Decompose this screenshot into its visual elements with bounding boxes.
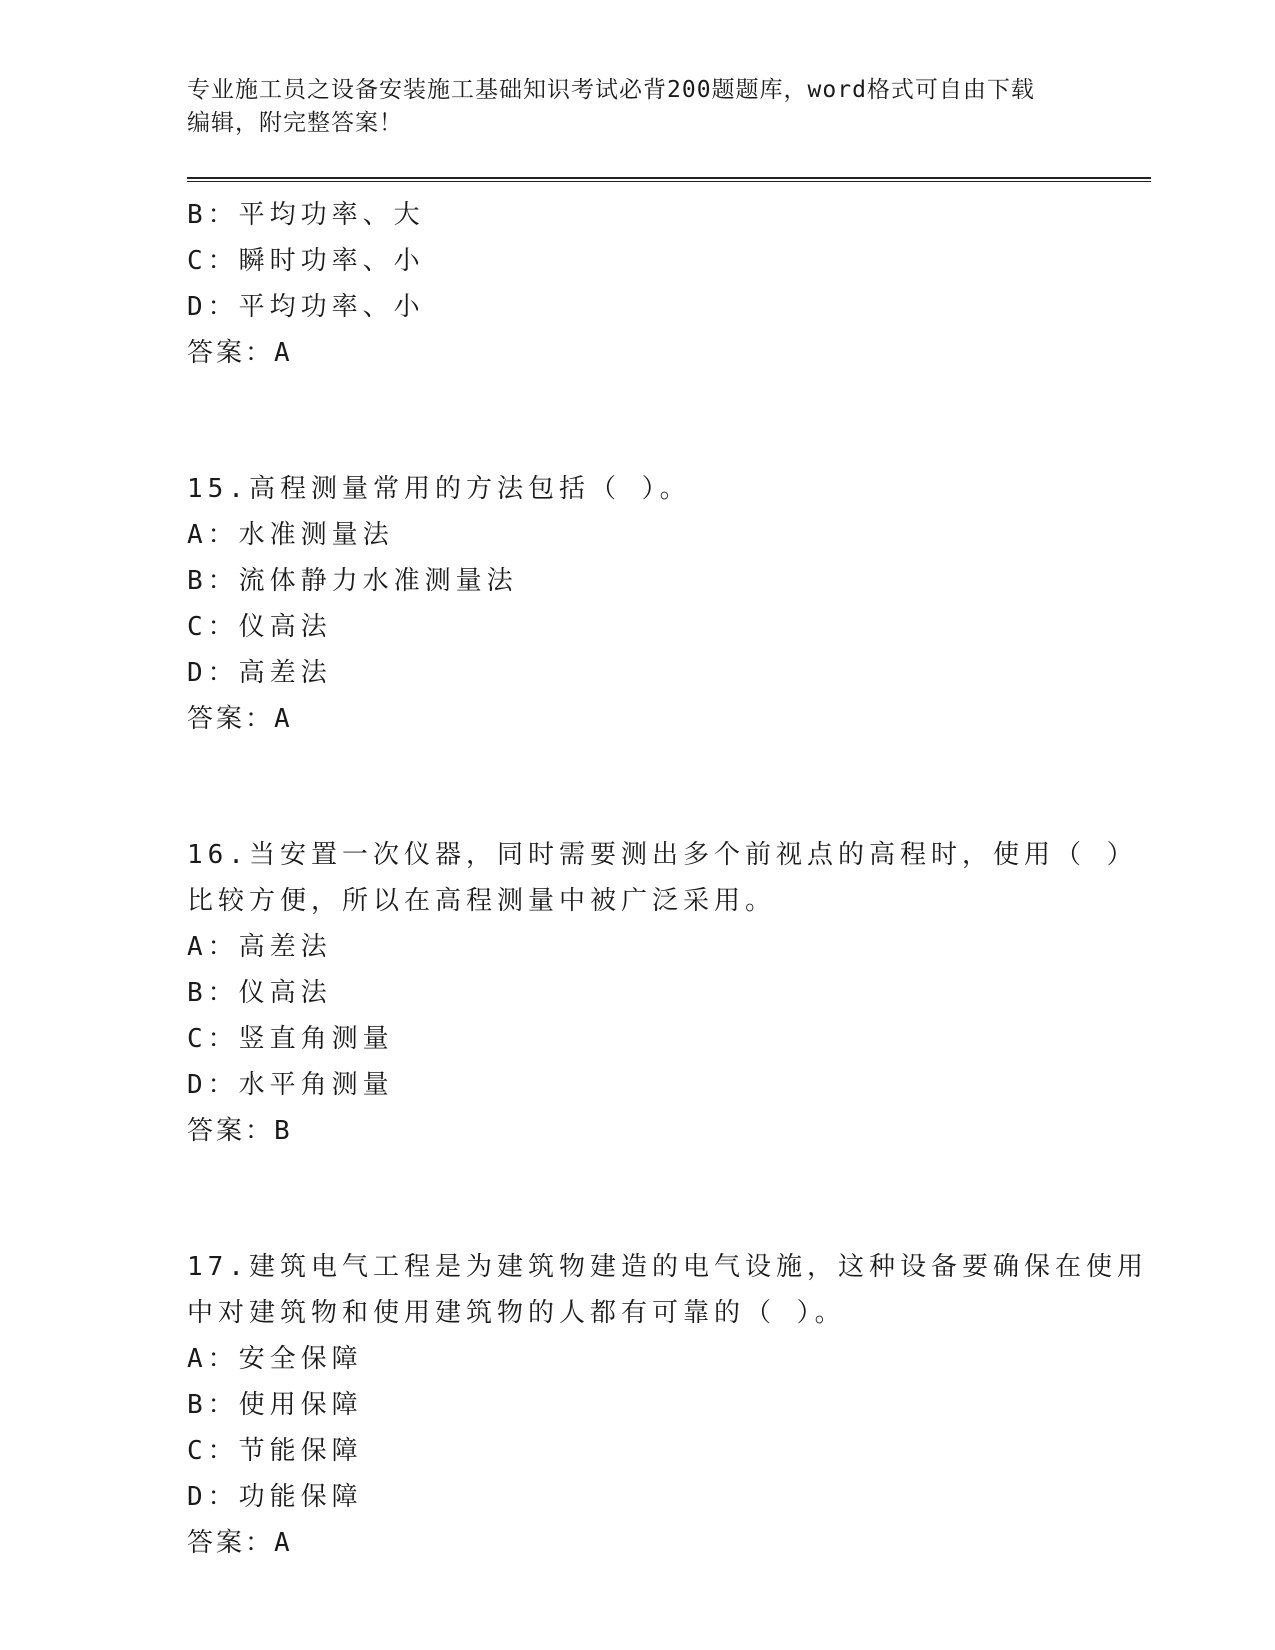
question-17 [187,1244,1148,1566]
option-b: B：平均功率、大 [187,200,425,230]
option-c: C：瞬时功率、小 [187,246,425,276]
answer: 答案：A [187,704,293,734]
header-title-line-2: 编辑，附完整答案！ [187,110,403,136]
option-a: A：安全保障 [187,1344,363,1374]
option-d: D：高差法 [187,658,332,688]
question-stem: 15.高程测量常用的方法包括（ ）。 [187,474,691,504]
header-title-line-1: 专业施工员之设备安装施工基础知识考试必背200题题库，word格式可自由下载 [187,77,1035,103]
question-stem: 17.建筑电气工程是为建筑物建造的电气设施，这种设备要确保在使用 [187,1252,1148,1282]
document-header [187,74,1087,140]
header-divider [187,177,1151,182]
question-partial [187,192,1127,376]
option-a: A：高差法 [187,932,332,962]
option-c: C：竖直角测量 [187,1024,394,1054]
option-c: C：仪高法 [187,612,332,642]
answer: 答案：A [187,1528,293,1558]
option-a: A：水准测量法 [187,520,394,550]
option-c: C：节能保障 [187,1436,363,1466]
option-b: B：使用保障 [187,1390,363,1420]
option-d: D：功能保障 [187,1482,363,1512]
option-b: B：流体静力水准测量法 [187,566,518,596]
question-16 [187,832,1138,1154]
option-d: D：平均功率、小 [187,292,425,322]
answer: 答案：B [187,1116,293,1146]
question-stem-continued: 中对建筑物和使用建筑物的人都有可靠的（ ）。 [187,1298,846,1328]
option-b: B：仪高法 [187,978,332,1008]
question-stem: 16.当安置一次仪器，同时需要测出多个前视点的高程时，使用（ ） [187,840,1138,870]
question-list [187,192,1148,1566]
question-15 [187,466,1127,742]
answer: 答案：A [187,338,293,368]
question-stem-continued: 比较方便，所以在高程测量中被广泛采用。 [187,886,777,916]
option-d: D：水平角测量 [187,1070,394,1100]
